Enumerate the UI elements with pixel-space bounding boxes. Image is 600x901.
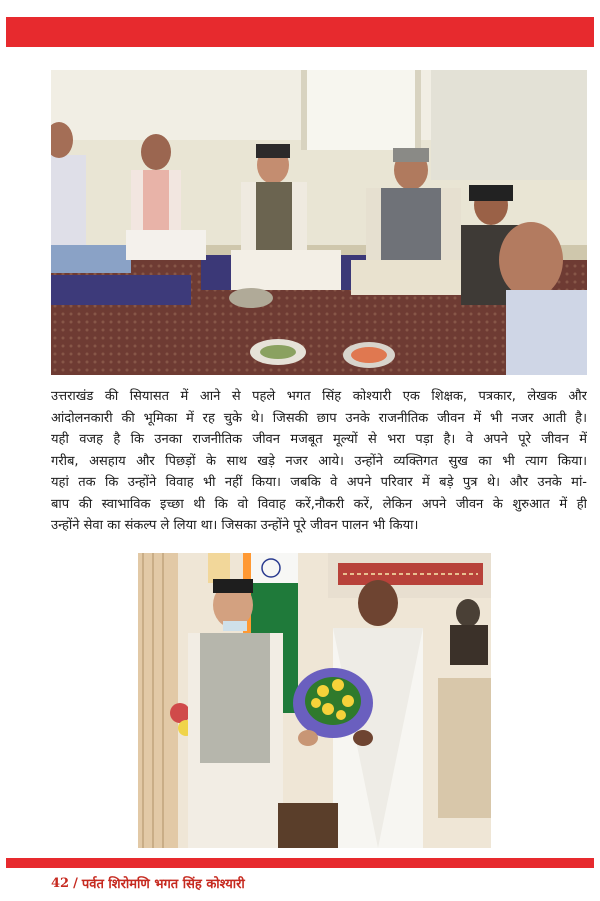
footer-separator: / [73, 875, 78, 891]
page-footer [51, 874, 245, 892]
body-line: उन्होंने सेवा का संकल्प ले लिया था। जिसका उन्होंने पूरे जीवन पालन भी किया। [51, 518, 419, 533]
body-line: उत्तराखंड की सियासत में आने से पहले भगत सिंह कोश्यारी एक शिक्षक, पत्रकार, लेखक और [51, 389, 587, 404]
body-paragraph [51, 386, 587, 537]
bottom-red-band [6, 858, 594, 868]
body-line: गरीब, असहाय और पिछड़ों के साथ खड़े नजर आये। उन्होंने व्यक्तिगत सुख का भी त्याग किया। [51, 453, 587, 469]
body-line: यहां तक कि उन्होंने विवाह भी नहीं किया। जबकि वे अपने परिवार में बड़े पुत्र थे। और उनके मां- [51, 475, 587, 490]
body-line: यही वजह है कि उनका राजनीतिक जीवन मजबूत मूल्यों से भरा पड़ा है। वे अपने पूरे जीवन में [51, 432, 587, 447]
top-red-band [6, 17, 594, 47]
book-title: पर्वत शिरोमणि भगत सिंह कोश्यारी [81, 877, 245, 892]
body-line: आंदोलनकारी की भूमिका में रह चुके थे। जिसकी छाप उनके राजनीतिक जीवन में भी नजर आती है। [51, 410, 587, 426]
group-meeting-photo [51, 70, 587, 375]
page-number: 42 [51, 875, 70, 891]
body-line: बाप की स्वाभाविक इच्छा थी कि वो विवाह करें,नौकरी करें, लेकिन अपने जीवन के शुरुआत में ही [51, 496, 587, 512]
bouquet-meeting-photo [138, 553, 491, 848]
